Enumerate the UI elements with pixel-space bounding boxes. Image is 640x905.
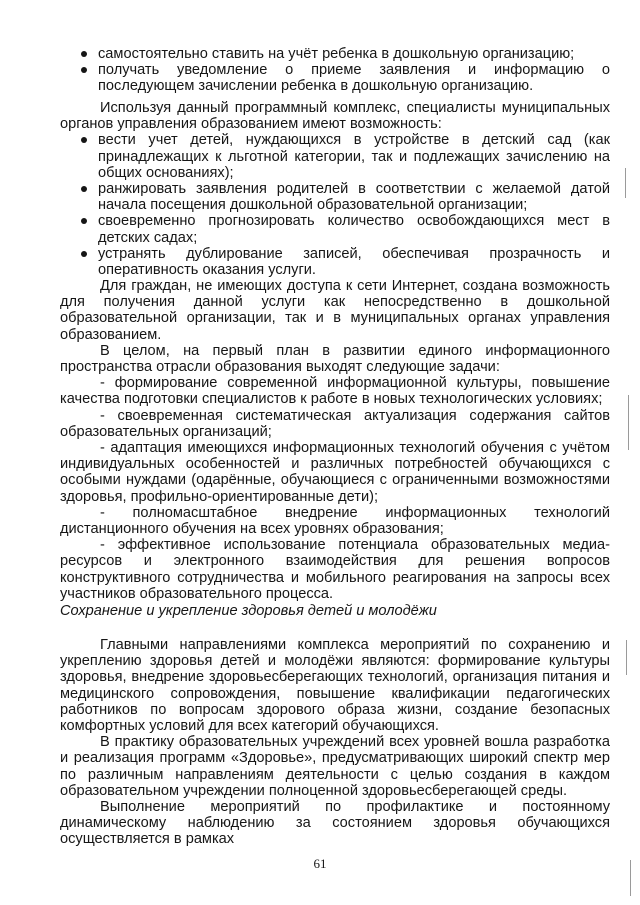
section-heading: Сохранение и укрепление здоровья детей и молодёжи (60, 603, 437, 619)
dash-item: - адаптация имеющихся информационных технологий обучения с учётом индивидуальных особенностей и различных потребностей обучающихся с особыми нуждами (одарённые, обучающиеся с ограниченными возможностями здоровья, профильно-ориентированные дети); (60, 440, 610, 505)
scan-artifact (626, 640, 627, 675)
page-number: 61 (313, 856, 327, 871)
list-item: ранжировать заявления родителей в соответствии с желаемой датой начала посещения дошкольной образовательной организации; (60, 181, 610, 213)
list-item: получать уведомление о приеме заявления и информацию о последующем зачислении ребенка в дошкольную организацию. (60, 62, 610, 94)
dash-item: - формирование современной информационной культуры, повышение качества подготовки специалистов к работе в новых технологических условиях; (60, 375, 610, 408)
bullet-icon (81, 67, 87, 73)
paragraph: Для граждан, не имеющих доступа к сети Интернет, создана возможность для получения данной услуги как непосредственно в дошкольной образовательной организации, так и в муниципальных органах управления образованием. (60, 278, 610, 343)
bullet-icon (81, 137, 87, 143)
specialists-section (60, 100, 610, 278)
scan-artifact (625, 168, 626, 198)
bullet-icon (81, 251, 87, 257)
paragraph: Выполнение мероприятий по профилактике и постоянному динамическому наблюдению за состоянием здоровья обучающихся осуществляется в рамках (60, 799, 610, 848)
bullet-icon (81, 218, 87, 224)
scan-artifact (628, 395, 629, 450)
dash-item: - эффективное использование потенциала образовательных медиа-ресурсов и электронного взаимодействия для решения вопросов конструктивного сотрудничества и мобильного реагирования на запросы всех участников образовательного процесса. (60, 537, 610, 602)
scan-artifact (630, 860, 631, 896)
paragraph: Главными направлениями комплекса мероприятий по сохранению и укреплению здоровья детей и молодёжи являются: формирование культуры здоровья, внедрение здоровьесберегающих технологий, организация питания и медицинского сопровождения, повышение квалификации педагогических работников по вопросам здорового образа жизни, создание безопасных комфортных условий для всех категорий обучающихся. (60, 637, 610, 735)
top-bullet-list (60, 46, 610, 95)
paragraph: Используя данный программный комплекс, специалисты муниципальных органов управления образованием имеют возможность: (60, 100, 610, 133)
paragraph: В практику образовательных учреждений всех уровней вошла разработка и реализация программ «Здоровье», предусматривающих широкий спектр мер по различным направлениям деятельности с целью создания в каждом образовательном учреждении полноценной здоровьесберегающей среды. (60, 734, 610, 799)
paragraph: В целом, на первый план в развитии единого информационного пространства отрасли образования выходят следующие задачи: (60, 342, 610, 376)
list-item: устранять дублирование записей, обеспечивая прозрачность и оперативность оказания услуги. (60, 246, 610, 278)
dash-item: - полномасштабное внедрение информационных технологий дистанционного обучения на всех уровнях образования; (60, 504, 610, 538)
list-item: вести учет детей, нуждающихся в устройстве в детский сад (как принадлежащих к льготной категории, так и подлежащих зачислению на общих основаниях); (60, 132, 610, 181)
bullet-icon (81, 51, 87, 57)
health-section (60, 637, 610, 848)
list-item: своевременно прогнозировать количество освобождающихся мест в детских садах; (60, 213, 610, 245)
information-space-section (60, 278, 610, 602)
list-item: самостоятельно ставить на учёт ребенка в дошкольную организацию; (60, 46, 610, 62)
dash-item: - своевременная систематическая актуализация содержания сайтов образовательных организаций; (60, 407, 610, 440)
bullet-icon (81, 186, 87, 192)
